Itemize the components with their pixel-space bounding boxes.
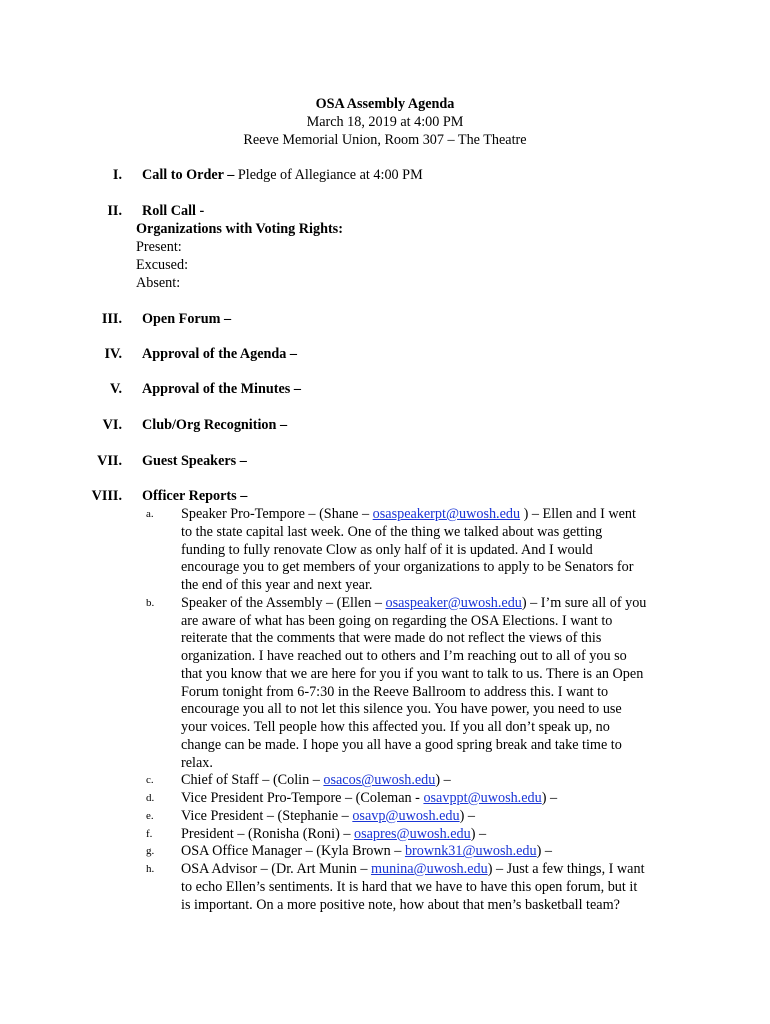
section-heading <box>142 166 423 184</box>
officer-report-list <box>0 506 770 914</box>
section-title: Guest Speakers – <box>142 453 247 469</box>
item-text-line: is important. On a more positive note, how about that men’s basketball team? <box>181 896 620 913</box>
agenda-location: Reeve Memorial Union, Room 307 – The Theatre <box>243 132 527 148</box>
section-number: III. <box>101 311 122 327</box>
section-title: Approval of the Agenda – <box>142 346 298 362</box>
section-title: Approval of the Minutes – <box>142 381 301 397</box>
item-first-line: OSA Office Manager – (Kyla Brown – brownk31@uwosh.edu) – <box>181 843 552 860</box>
list-item <box>0 790 770 808</box>
section-heading <box>142 310 231 328</box>
list-item <box>0 826 770 844</box>
item-body <box>181 772 701 790</box>
roll-present: Present: <box>136 239 182 255</box>
section-title: Call to Order – <box>142 167 235 183</box>
roll-call-list <box>136 220 696 292</box>
item-body <box>181 595 701 773</box>
item-text-line: organization. I have reached out to others and I’m reaching out to all of you so <box>181 648 627 664</box>
section-number: II. <box>107 203 122 219</box>
roll-absent: Absent: <box>136 275 181 291</box>
item-text-line: to echo Ellen’s sentiments. It is hard that we have to have this open forum, but it <box>181 878 638 895</box>
email-link[interactable]: brownk31@uwosh.edu <box>404 843 537 860</box>
item-body <box>181 790 701 808</box>
item-first-line: OSA Advisor – (Dr. Art Munin – munina@uwosh.edu) – Just a few things, I want <box>181 861 645 877</box>
email-link[interactable]: osapres@uwosh.edu <box>354 825 471 842</box>
section-title: Club/Org Recognition – <box>142 417 288 433</box>
item-text-line: encourage you to get members of your organizations to apply to be Senators for <box>181 559 634 576</box>
item-text-line: your voices. Tell people how this affected you. If you all don’t speak up, no <box>181 719 610 735</box>
agenda-header <box>0 95 770 149</box>
email-link[interactable]: osavppt@uwosh.edu <box>423 790 542 806</box>
email-link[interactable]: munina@uwosh.edu <box>370 861 488 877</box>
item-body <box>181 826 701 844</box>
section-number: VI. <box>102 417 122 433</box>
item-text-line: the end of this year and next year. <box>181 577 373 593</box>
list-item <box>0 861 770 914</box>
item-body <box>181 843 701 861</box>
item-letter: g. <box>146 845 155 858</box>
section-number: V. <box>110 381 122 397</box>
item-text-line: funding to fully renovate Clow as only half of it is updated. And I would <box>181 541 593 558</box>
item-letter: b. <box>146 596 155 609</box>
section-heading <box>142 380 301 398</box>
item-text-line: reiterate that the comments that were made do not reflect the views of this <box>181 630 602 647</box>
item-letter: a. <box>146 508 154 520</box>
item-text-line: encourage you all to not let this silence you. You have power, you need to use <box>181 701 622 718</box>
section-number: I. <box>112 167 122 183</box>
item-first-line: Chief of Staff – (Colin – osacos@uwosh.edu) – <box>181 772 451 789</box>
item-text-line: are aware of what has been going on regarding the OSA Elections. I want to <box>181 612 613 629</box>
section-heading <box>142 416 287 434</box>
section-number: IV. <box>104 346 122 362</box>
item-text-line: change can be made. I hope you all have a good spring break and take time to <box>181 736 622 753</box>
list-item <box>0 808 770 826</box>
section-title: Open Forum – <box>142 311 232 327</box>
item-text-line: relax. <box>181 754 213 771</box>
list-item <box>0 506 770 595</box>
item-letter: f. <box>146 827 153 840</box>
item-first-line: Speaker Pro-Tempore – (Shane – osaspeakerpt@uwosh.edu ) – Ellen and I went <box>181 506 636 522</box>
section-heading <box>142 202 204 220</box>
item-text-line: that you know that we are here for you if you want to talk to us. There is an Open <box>181 665 644 682</box>
email-link[interactable]: osavp@uwosh.edu <box>352 807 460 824</box>
list-item <box>0 772 770 790</box>
section-detail: Pledge of Allegiance at 4:00 PM <box>234 167 423 183</box>
section-title: Officer Reports – <box>142 488 248 504</box>
item-body <box>181 506 701 595</box>
item-body <box>181 861 701 914</box>
item-first-line: President – (Ronisha (Roni) – osapres@uwosh.edu) – <box>181 825 487 842</box>
email-link[interactable]: osacos@uwosh.edu <box>323 772 436 789</box>
item-letter: e. <box>146 809 154 822</box>
email-link[interactable]: osaspeaker@uwosh.edu <box>385 594 522 611</box>
section-title: Roll Call - <box>142 203 205 219</box>
item-letter: c. <box>146 774 154 787</box>
item-text-line: to the state capital last week. One of the thing we talked about was getting <box>181 523 603 540</box>
list-item <box>0 595 770 773</box>
section-heading <box>142 452 247 470</box>
item-text-line: Forum tonight from 6-7:30 in the Reeve Ballroom to address this. I want to <box>181 683 609 700</box>
item-first-line: Speaker of the Assembly – (Ellen – osaspeaker@uwosh.edu) – I’m sure all of you <box>181 594 647 611</box>
item-letter: d. <box>146 792 155 804</box>
roll-excused: Excused: <box>136 257 189 273</box>
agenda-title: OSA Assembly Agenda <box>315 96 455 112</box>
section-heading <box>142 345 297 363</box>
voting-rights-heading: Organizations with Voting Rights: <box>136 221 343 237</box>
item-letter: h. <box>146 863 155 875</box>
section-heading <box>142 487 247 505</box>
section-number: VIII. <box>91 488 122 504</box>
item-first-line: Vice President – (Stephanie – osavp@uwosh.edu) – <box>181 807 475 824</box>
email-link[interactable]: osaspeakerpt@uwosh.edu <box>372 506 521 522</box>
list-item <box>0 843 770 861</box>
agenda-date: March 18, 2019 at 4:00 PM <box>306 114 464 130</box>
item-body <box>181 808 701 826</box>
item-first-line: Vice President Pro-Tempore – (Coleman - osavppt@uwosh.edu) – <box>181 790 558 806</box>
section-number: VII. <box>97 453 122 469</box>
